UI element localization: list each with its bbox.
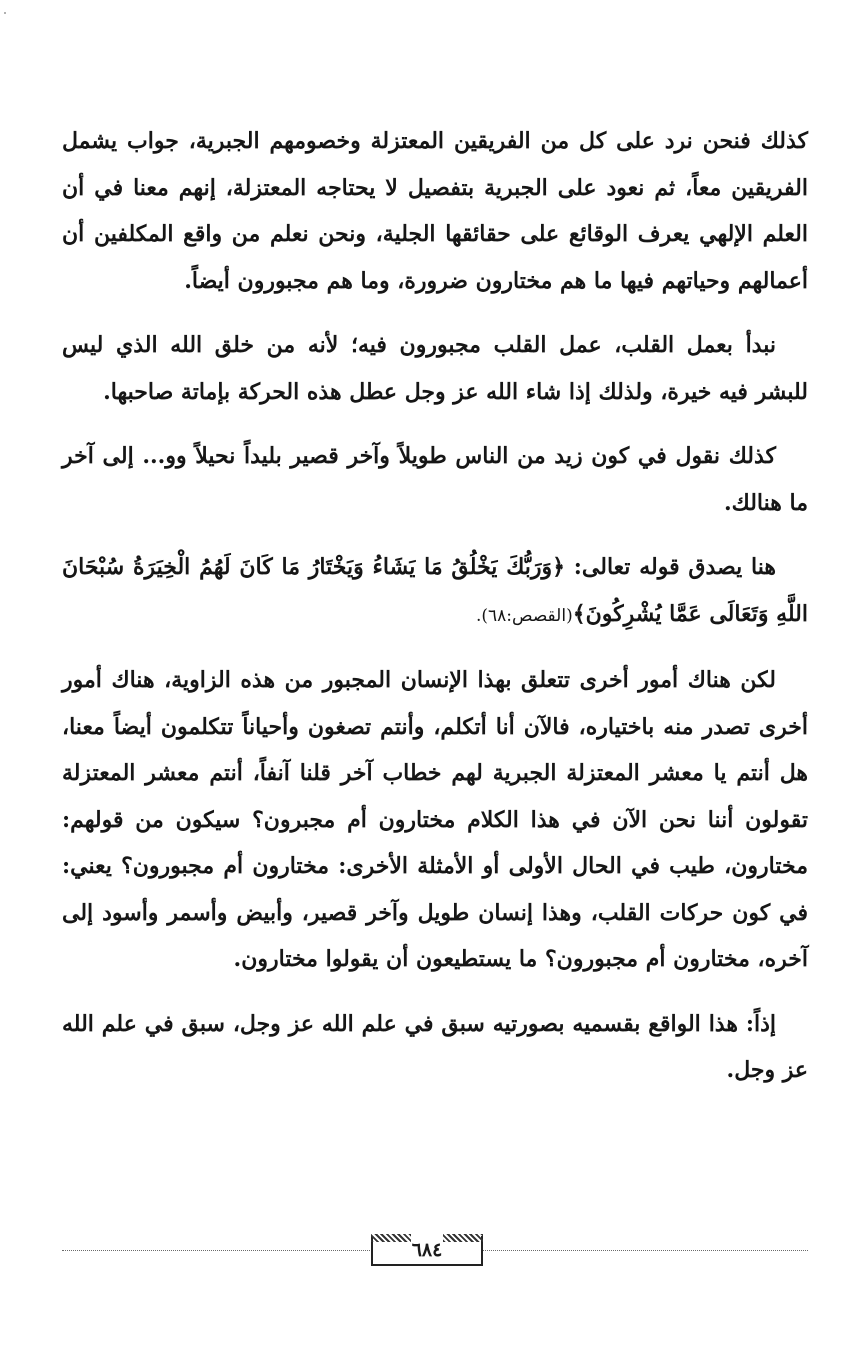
quran-intro: هنا يصدق قوله تعالى: bbox=[565, 554, 776, 580]
quran-verse: ﴿وَرَبُّكَ يَخْلُقُ مَا يَشَاءُ وَيَخْتَارُ مَا كَانَ لَهُمُ الْخِيَرَةُ سُبْحَانَ اللَّهِ وَتَعَالَى عَمَّا يُشْرِكُونَ﴾ bbox=[62, 554, 808, 627]
page-number: ٦٨٤ bbox=[411, 1239, 443, 1261]
body-text bbox=[62, 118, 808, 1112]
paragraph-6: إذاً: هذا الواقع بقسميه بصورتيه سبق في علم الله عز وجل، سبق في علم الله عز وجل. bbox=[62, 1010, 808, 1083]
paragraph-quran bbox=[62, 544, 808, 639]
paragraph-5: لكن هناك أمور أخرى تتعلق بهذا الإنسان المجبور من هذه الزاوية، هناك أمور أخرى تصدر منه باختياره، فالآن أنا أتكلم، وأنتم تصغون وأحياناً تتكلمون أيضاً معنا، هل أنتم يا معشر المعتزلة الجبرية لهم خطاب آخر قلنا آنفاً، أنتم معشر المعتزلة تقولون أننا نحن الآن في هذا الكلام مختارون أم مجبرون؟ سيكون من قولهم: مختارون، طيب في الحال الأولى أو الأمثلة الأخرى: مختارون أم مجبورون؟ يعني: في كون حركات القلب، وهذا إنسان طويل وآخر قصير، وأبيض وأسمر وأسود إلى آخره، مختارون أم مجبورون؟ ما يستطيعون أن يقولوا مختارون. bbox=[62, 667, 808, 972]
paragraph-2: نبدأ بعمل القلب، عمل القلب مجبورون فيه؛ لأنه من خلق الله الذي ليس للبشر فيه خيرة، ولذلك إذا شاء الله عز وجل عطل هذه الحركة بإماتة صاحبها. bbox=[62, 332, 808, 405]
verse-reference: (القصص:٦٨). bbox=[475, 605, 573, 626]
paragraph-1: كذلك فنحن نرد على كل من الفريقين المعتزلة وخصومهم الجبرية، جواب يشمل الفريقين معاً، ثم نعود على الجبرية بتفصيل لا يحتاجه المعتزلة، إنهم معنا في أن العلم الإلهي يعرف الوقائع على حقائقها الجلية، ونحن نعلم من واقع المكلفين أن أعمالهم وحياتهم فيها ما هم مختارون ضرورة، وما هم مجبورون أيضاً. bbox=[62, 128, 808, 294]
paragraph-3: كذلك نقول في كون زيد من الناس طويلاً وآخر قصير بليداً نحيلاً وو... إلى آخر ما هنالك. bbox=[62, 443, 808, 516]
page-number-frame bbox=[371, 1236, 483, 1266]
corner-mark bbox=[4, 12, 6, 14]
